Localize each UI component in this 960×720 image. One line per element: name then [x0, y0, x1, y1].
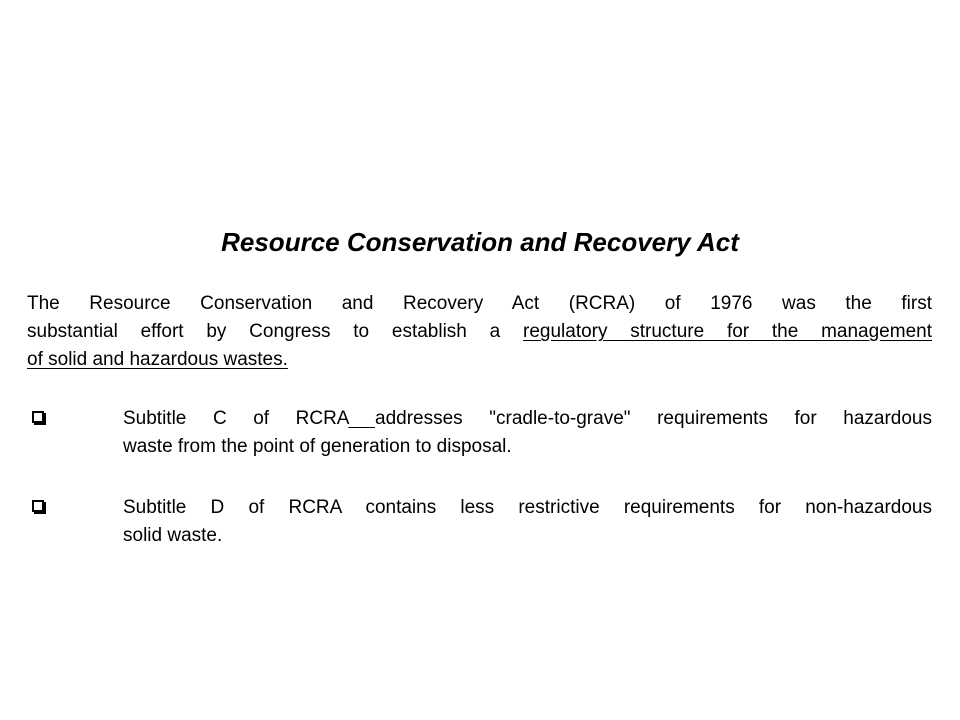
- intro-line-3-underlined: of solid and hazardous wastes.: [27, 349, 288, 370]
- bullet-text: [123, 494, 932, 550]
- intro-line-2: [27, 318, 932, 346]
- bullet-line-1-part-a: Subtitle C of RCRA: [123, 408, 349, 429]
- bullet-line-1: Subtitle D of RCRA contains less restrictive requirements for non-hazardous: [123, 497, 932, 518]
- bullet-line-1-gap: [348, 408, 375, 429]
- bullet-line-1: [123, 405, 932, 433]
- intro-line-3: [27, 346, 932, 374]
- bullet-line-2: solid waste.: [123, 525, 223, 546]
- intro-paragraph: [27, 290, 932, 374]
- intro-line-2-underlined: regulatory structure for the management: [523, 321, 932, 342]
- slide-title: Resource Conservation and Recovery Act: [221, 227, 739, 257]
- intro-line-1: The Resource Conservation and Recovery Act (RCRA) of 1976 was the first: [27, 293, 932, 314]
- bullet-line-2: waste from the point of generation to disposal.: [123, 436, 512, 457]
- bullet-line-1-part-b: addresses "cradle-to-grave" requirements for hazardous: [375, 408, 932, 429]
- checkbox-bullet-icon: [32, 411, 44, 423]
- checkbox-bullet-icon: [32, 500, 44, 512]
- intro-line-2-plain: substantial effort by Congress to establish a: [27, 321, 523, 342]
- bullet-text: [123, 405, 932, 461]
